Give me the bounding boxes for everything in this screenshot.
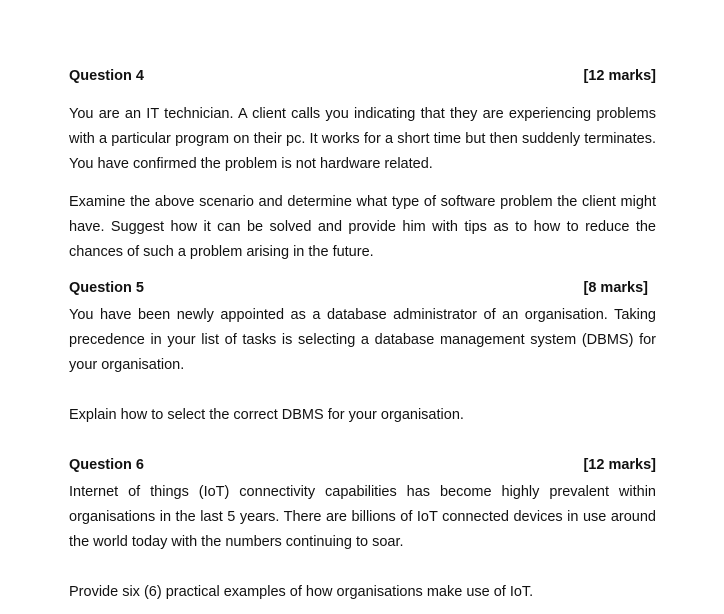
question-4-marks: [12 marks] [583, 68, 656, 84]
question-4-title: Question 4 [69, 68, 144, 84]
question-5-paragraph-2: Explain how to select the correct DBMS for your organisation. [69, 407, 464, 423]
question-6-paragraph-1: Internet of things (IoT) connectivity capabilities has become highly prevalent within organisations in the last 5 years. There are billions of IoT connected devices in use around the world today with the numbers continuing to soar. [69, 484, 656, 550]
question-6-title: Question 6 [69, 457, 144, 473]
question-4-paragraph-1: You are an IT technician. A client calls you indicating that they are experiencing problems with a particular program on their pc. It works for a short time but then suddenly terminates. You have confirmed the problem is not hardware related. [69, 106, 656, 172]
question-6-paragraph-2: Provide six (6) practical examples of how organisations make use of IoT. [69, 584, 534, 600]
question-5-title: Question 5 [69, 280, 144, 296]
question-5-paragraph-1: You have been newly appointed as a database administrator of an organisation. Taking precedence in your list of tasks is selecting a database management system (DBMS) for your organisation. [69, 307, 656, 373]
question-5-header [69, 280, 656, 300]
question-6-marks: [12 marks] [583, 457, 656, 473]
question-4-paragraph-2: Examine the above scenario and determine what type of software problem the client might have. Suggest how it can be solved and provide him with tips as to how to reduce the chances of such a problem arising in the future. [69, 194, 656, 260]
question-5-marks: [8 marks] [583, 280, 648, 296]
question-4-header [69, 68, 656, 88]
question-6-header [69, 457, 656, 477]
